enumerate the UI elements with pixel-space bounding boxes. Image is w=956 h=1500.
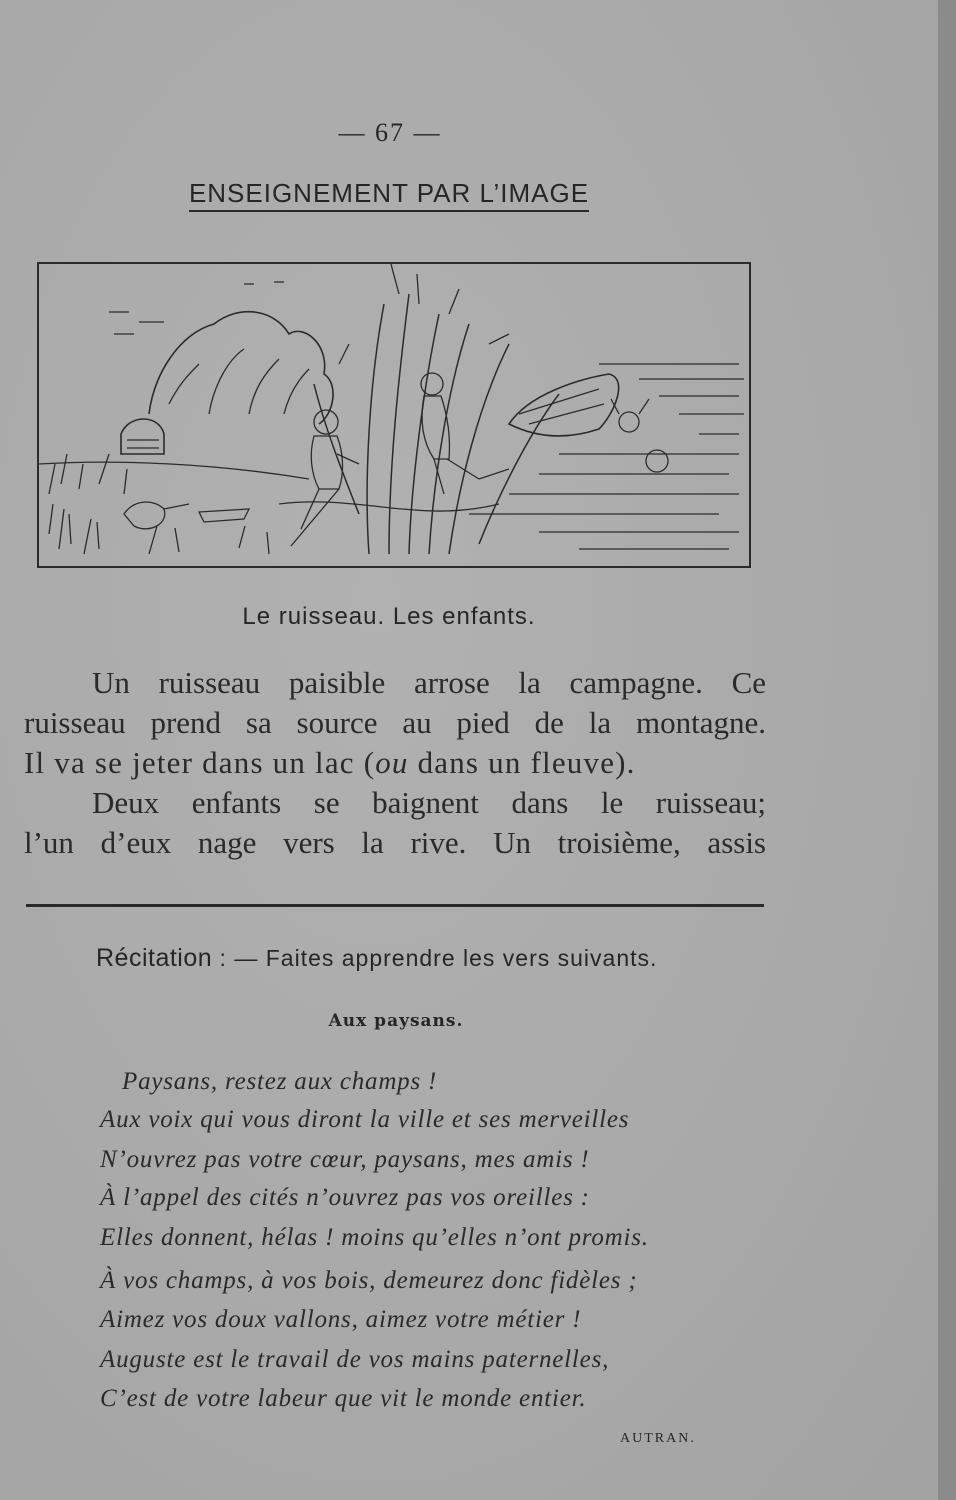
poem-line-4: À l’appel des cités n’ouvrez pas vos oreilles : [100,1184,590,1211]
poem-line-6: À vos champs, à vos bois, demeurez donc fidèles ; [100,1267,638,1294]
paragraph-line-3 [24,744,636,782]
page-number: — 67 — [338,118,442,147]
poem-line-9: C’est de votre labeur que vit le monde entier. [100,1385,587,1412]
paragraph-line-1 [24,664,766,702]
illustration-caption: Le ruisseau. Les enfants. [242,603,536,630]
section-divider [26,904,764,907]
stream-children-illustration [37,262,751,568]
paragraph-line-3-italic: ou [375,745,409,780]
recitation-text: : — Faites apprendre les vers suivants. [212,945,658,971]
paragraph-line-2: ruisseau prend sa source au pied de la montagne. [24,705,766,740]
recitation-instruction [96,944,657,973]
section-title [0,178,778,209]
paragraph-line-4-text: Deux enfants se baignent dans le ruisseau; [92,785,766,820]
page-edge [938,0,956,1500]
poem-line-7: Aimez vos doux vallons, aimez votre métier ! [100,1306,582,1333]
paragraph-line-3-end: dans un fleuve). [408,745,636,780]
paragraph-line-3-start: Il va se jeter dans un lac ( [24,745,376,780]
section-title-text: ENSEIGNEMENT PAR L’IMAGE [189,178,589,212]
poem-line-8: Auguste est le travail de vos mains paternelles, [100,1346,610,1373]
paragraph-line-4 [24,784,766,822]
paragraph-line-5: l’un d’eux nage vers la rive. Un troisième, assis [24,825,766,860]
paragraph-line-1-text: Un ruisseau paisible arrose la campagne. Ce [92,665,766,700]
poem-line-2: Aux voix qui vous diront la ville et ses merveilles [100,1106,630,1133]
poem-line-3: N’ouvrez pas votre cœur, paysans, mes amis ! [100,1146,590,1173]
poem-line-5: Elles donnent, hélas ! moins qu’elles n’ont promis. [100,1224,649,1251]
poem-line-1: Paysans, restez aux champs ! [122,1068,438,1095]
poem-title: Aux paysans. [328,1011,464,1031]
recitation-label: Récitation [96,944,213,972]
poem-author: AUTRAN. [620,1431,696,1446]
